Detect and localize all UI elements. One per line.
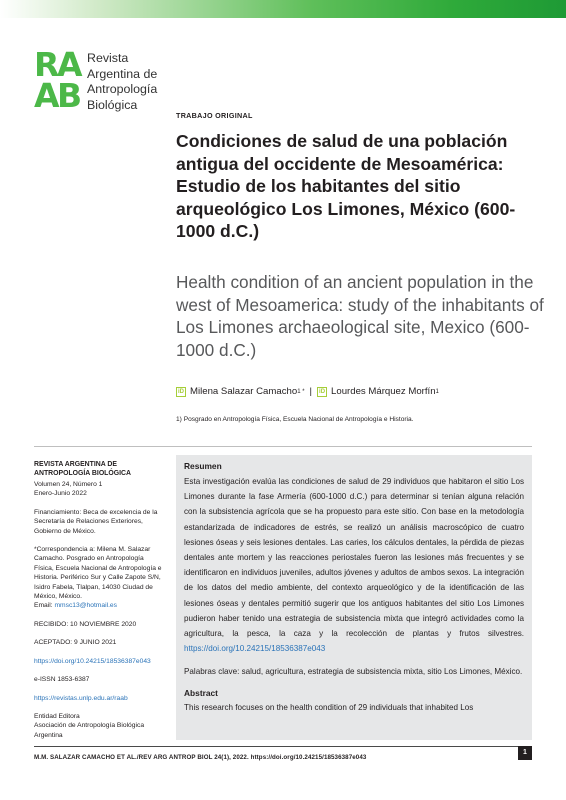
logo-line: Argentina de — [87, 66, 158, 81]
sidebar-journal-name: REVISTA ARGENTINA DE ANTROPOLOGÍA BIOLÓGICA — [34, 461, 131, 477]
sidebar-entity-name: Asociación de Antropología Biológica Argentina — [34, 722, 145, 739]
logo-wordmark — [87, 51, 197, 113]
email-link[interactable]: mmsc13@hotmail.es — [54, 602, 117, 610]
sidebar-entity-label: Entidad Editora — [34, 712, 80, 720]
logo-letter: A — [57, 45, 82, 84]
author-separator: | — [309, 386, 313, 397]
abstract-body-es: Esta investigación evalúa las condiciones de salud de 29 individuos que habitaron el sitio Los Limones durante la fase Armería (600-1000 d.C.) para determinar si tenían alguna relación con la subsistencia agrícola que se ha propuesto para este sitio. Con base en la metodología estandarizada de indicadores de estrés, se realizó un análisis macroscópico de cuatro lesiones óseas y seis lesiones dentales. Las caries, los cálculos dentales, la pérdida de piezas dentales ante mortem y las reacciones periostales fueron las lesiones más frecuentes y se identificaron en individuos juveniles, adultos jóvenes y adultos de ambos sexos. La integración de los datos del medio ambiente, del contexto arqueológico y de la identificación de las lesiones óseas y dentales permitió sugerir que los antiguos habitantes del sitio Los Limones pudieron haber tenido una estrategia de subsistencia mixta que integró actividades como la agricultura, la pesca, la caza y la recolección de plantas y frutos silvestres. — [184, 477, 524, 639]
footer-citation: M.M. SALAZAR CAMACHO ET AL./REV ARG ANTROP BIOL 24(1), 2022. https://doi.org/10.24215/18536387e043 — [34, 754, 367, 761]
article-type: TRABAJO ORIGINAL — [176, 111, 253, 120]
abstract-doi-link[interactable]: https://doi.org/10.24215/18536387e043 — [184, 644, 326, 654]
logo-letter: B — [57, 76, 82, 115]
abstract-heading-en: Abstract — [184, 687, 218, 698]
email-label: Email: — [34, 602, 53, 610]
author-affil-marker: 1 — [435, 388, 439, 395]
sidebar-accepted: ACEPTADO: 9 JUNIO 2021 — [34, 639, 117, 647]
sidebar-doi-link[interactable]: https://doi.org/10.24215/18536387e043 — [34, 657, 151, 665]
logo-line: Antropología — [87, 82, 158, 96]
abstract-heading-es: Resumen — [184, 461, 222, 471]
keywords-es: Palabras clave: salud, agricultura, estrategia de subsistencia mixta, sitio Los Limones, México. — [184, 667, 523, 677]
abstract-text-en: This research focuses on the health condition of 29 individuals that inhabited Los — [184, 702, 474, 712]
logo-monogram — [34, 45, 82, 115]
logo-letter: R — [34, 45, 59, 84]
abstract-box — [176, 455, 532, 740]
orcid-icon[interactable]: iD — [319, 388, 326, 395]
affiliation: 1) Posgrado en Antropología Física, Escuela Nacional de Antropología e Historia. — [176, 416, 414, 423]
author-list — [176, 386, 439, 397]
logo-letter: A — [34, 76, 59, 115]
sidebar-journal-link[interactable]: https://revistas.unlp.edu.ar/raab — [34, 694, 128, 702]
sidebar-email-row — [34, 601, 164, 610]
orcid-icon[interactable]: iD — [178, 388, 184, 395]
title-spanish: Condiciones de salud de una población antigua del occidente de Mesoamérica: Estudio de los habitantes del sitio arqueológico Los Limones, México (600-1000 d.C.) — [176, 131, 516, 242]
sidebar-period: Enero-Junio 2022 — [34, 490, 87, 498]
author-name[interactable]: Milena Salazar Camacho — [190, 386, 298, 397]
sidebar-correspondence: *Correspondencia a: Milena M. Salazar Camacho. Posgrado en Antropología Física, Escuela Nacional de Antropología e Historia. Periférico Sur y Calle Zapote S/N, Isidro Fabela, Tlalpan, 14030 Ciudad de México, México. — [34, 546, 162, 601]
sidebar-volume: Volumen 24, Número 1 — [34, 481, 103, 488]
author-name[interactable]: Lourdes Márquez Morfín — [331, 386, 436, 397]
page-number: 1 — [518, 746, 532, 760]
sidebar-received: RECIBIDO: 10 NOVIEMBRE 2020 — [34, 620, 137, 628]
title-english: Health condition of an ancient population in the west of Mesoamerica: study of the inhabitants of Los Limones archaeological site, Mexico (600-1000 d.C.) — [176, 272, 544, 360]
author-affil-marker: 1 * — [297, 388, 305, 395]
logo-line: Biológica — [87, 97, 138, 112]
abstract-text-es — [184, 474, 524, 656]
footer-divider — [34, 746, 532, 747]
top-gradient-bar — [0, 0, 566, 18]
sidebar-funding: Financiamiento: Beca de excelencia de la Secretaría de Relaciones Exteriores, Gobierno de México. — [34, 508, 158, 535]
sidebar-eissn: e-ISSN 1853-6387 — [34, 676, 90, 684]
divider — [34, 446, 532, 447]
article-info-sidebar — [34, 460, 164, 740]
logo-line: Revista — [87, 51, 129, 65]
